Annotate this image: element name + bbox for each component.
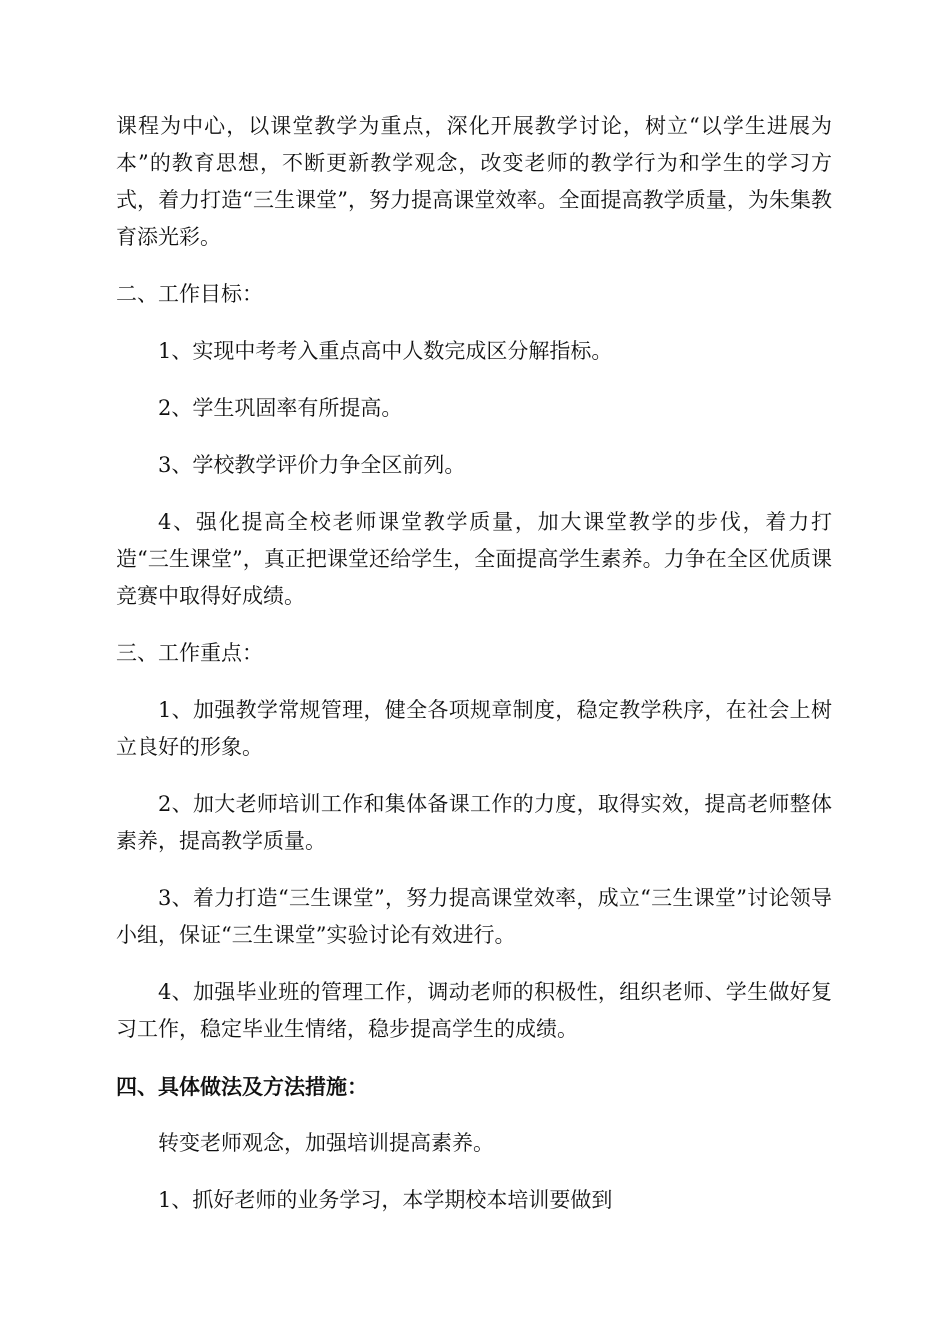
- goal-item-4: 4、强化提高全校老师课堂教学质量，加大课堂教学的步伐，着力打造“三生课堂”，真正把课堂还给学生，全面提高学生素养。力争在全区优质课竞赛中取得好成绩。: [116, 510, 832, 608]
- goal-item-3: 3、学校教学评价力争全区前列。: [158, 453, 466, 477]
- measures-item-1: 1、抓好老师的业务学习，本学期校本培训要做到: [158, 1188, 613, 1212]
- focus-item-4: 4、加强毕业班的管理工作，调动老师的积极性，组织老师、学生做好复习工作，稳定毕业生情绪，稳步提高学生的成绩。: [116, 980, 832, 1041]
- measures-intro: 转变老师观念，加强培训提高素养。: [158, 1131, 494, 1155]
- goal-item-2: 2、学生巩固率有所提高。: [158, 396, 403, 420]
- goal-item-1: 1、实现中考考入重点高中人数完成区分解指标。: [158, 339, 613, 363]
- intro-paragraph: 课程为中心，以课堂教学为重点，深化开展教学讨论，树立“以学生进展为本”的教育思想，不断更新教学观念，改变老师的教学行为和学生的学习方式，着力打造“三生课堂”，努力提高课堂效率。全面提高教学质量，为朱集教育添光彩。: [116, 114, 832, 249]
- focus-item-3: 3、着力打造“三生课堂”，努力提高课堂效率，成立“三生课堂”讨论领导小组，保证“三生课堂”实验讨论有效进行。: [116, 886, 832, 947]
- section-heading-goals: 二、工作目标：: [116, 282, 263, 306]
- document-page: [116, 108, 832, 1239]
- section-heading-focus: 三、工作重点：: [116, 641, 263, 665]
- focus-item-1: 1、加强教学常规管理，健全各项规章制度，稳定教学秩序，在社会上树立良好的形象。: [116, 698, 832, 759]
- section-heading-measures: 四、具体做法及方法措施：: [116, 1074, 368, 1099]
- focus-item-2: 2、加大老师培训工作和集体备课工作的力度，取得实效，提高老师整体素养，提高教学质量。: [116, 792, 832, 853]
